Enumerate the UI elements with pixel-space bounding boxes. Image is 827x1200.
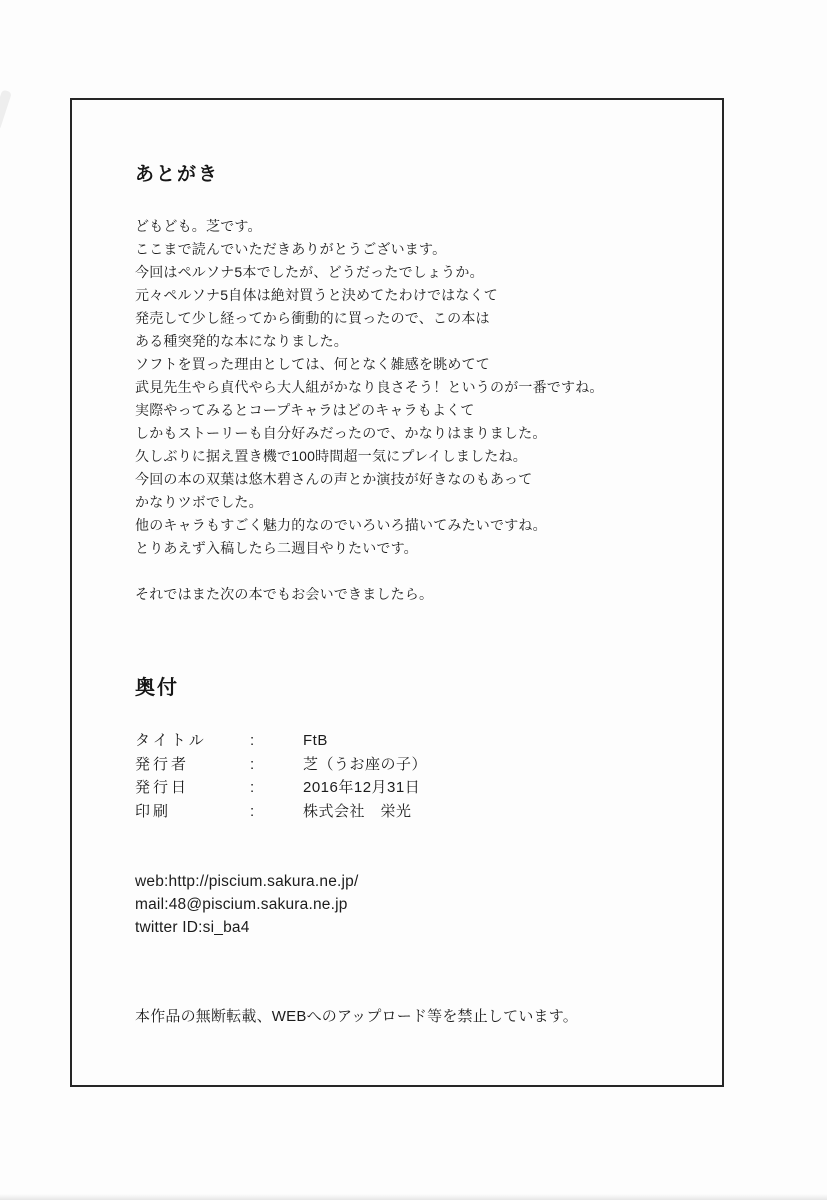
page-content xyxy=(72,162,722,1028)
afterword-heading: あとがき xyxy=(135,164,220,185)
colophon-heading: 奥付 xyxy=(135,677,179,699)
afterword-line: ここまで読んでいただきありがとうございます。 xyxy=(135,241,447,257)
scan-bottom-edge xyxy=(0,1194,827,1200)
contact-block xyxy=(135,870,692,939)
afterword-line: 今回はペルソナ5本でしたが、どうだったでしょうか。 xyxy=(135,264,484,280)
colophon-row-printer xyxy=(135,800,692,824)
colophon-label: 印刷 xyxy=(135,802,172,820)
colophon-row-date xyxy=(135,776,692,800)
afterword-line: 他のキャラもすごく魅力的なのでいろいろ描いてみたいですね。 xyxy=(135,517,547,533)
afterword-line: 発売して少し経ってから衝動的に買ったので、この本は xyxy=(135,310,490,326)
afterword-line: ある種突発的な本になりました。 xyxy=(135,333,348,349)
afterword-blank-line xyxy=(135,560,692,583)
colophon-separator: : xyxy=(250,755,255,773)
colophon-label: タイトル xyxy=(135,732,207,749)
afterword-line: とりあえず入稿したら二週目やりたいです。 xyxy=(135,540,418,556)
colophon-label: 発行日 xyxy=(135,779,190,796)
colophon-separator: : xyxy=(250,779,255,796)
colophon-row-title xyxy=(135,729,692,753)
afterword-line: どもども。芝です。 xyxy=(135,218,262,234)
afterword-line: ソフトを買った理由としては、何となく雑感を眺めてて xyxy=(135,356,490,372)
colophon-table xyxy=(135,729,692,823)
afterword-line: しかもストーリーも自分好みだったので、かなりはまりました。 xyxy=(135,425,547,441)
afterword-line: かなりツボでした。 xyxy=(135,494,263,510)
colophon-value: FtB xyxy=(303,732,328,749)
colophon-row-publisher xyxy=(135,753,692,777)
colophon-separator: : xyxy=(250,732,255,749)
afterword-line: 武見先生やら貞代やら大人組がかなり良さそう！というのが一番ですね。 xyxy=(135,379,604,395)
page-border-frame xyxy=(70,98,724,1087)
afterword-line: 実際やってみるとコープキャラはどのキャラもよくて xyxy=(135,402,475,418)
colophon-value: 株式会社 栄光 xyxy=(303,802,412,820)
afterword-closing-line: それではまた次の本でもお会いできましたら。 xyxy=(135,586,434,602)
colophon-value: 2016年12月31日 xyxy=(303,779,421,796)
colophon-value: 芝（うお座の子） xyxy=(303,755,428,773)
colophon-separator: : xyxy=(250,802,255,820)
colophon-label: 発行者 xyxy=(135,755,190,773)
copyright-notice: 本作品の無断転載、WEBへのアップロード等を禁止しています。 xyxy=(135,1008,578,1025)
afterword-line: 元々ペルソナ5自体は絶対買うと決めてたわけではなくて xyxy=(135,287,498,303)
afterword-body xyxy=(135,215,692,606)
contact-mail: mail:48@piscium.sakura.ne.jp xyxy=(135,896,348,913)
afterword-line: 今回の本の双葉は悠木碧さんの声とか演技が好きなのもあって xyxy=(135,471,533,487)
afterword-line: 久しぶりに据え置き機で100時間超一気にプレイしましたね。 xyxy=(135,448,527,464)
scan-artifact xyxy=(0,89,12,130)
contact-twitter: twitter ID:si_ba4 xyxy=(135,919,250,936)
contact-web: web:http://piscium.sakura.ne.jp/ xyxy=(135,873,359,890)
